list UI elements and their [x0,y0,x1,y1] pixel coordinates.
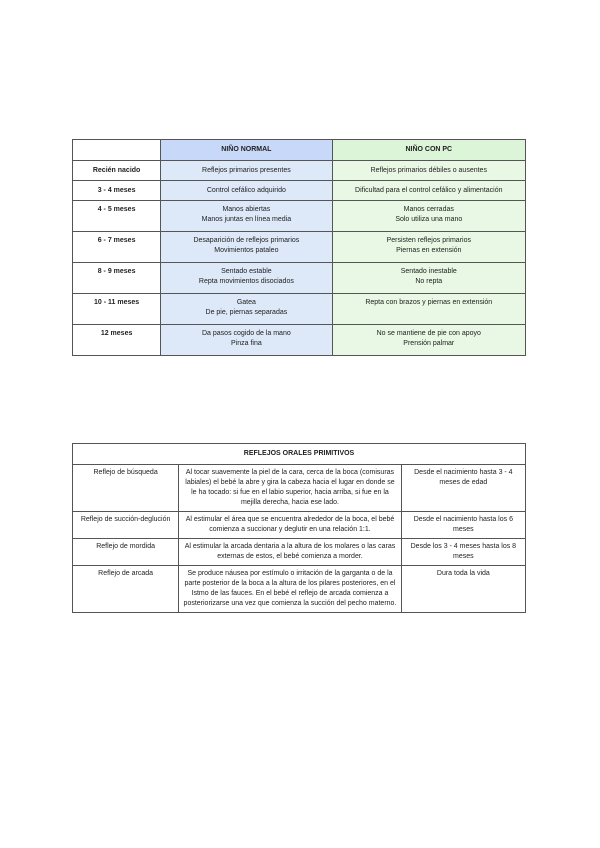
table-row [73,232,526,263]
pc-cell [332,294,525,325]
reflex-name-cell: Reflejo de mordida [73,539,179,566]
reflex-table-title: REFLEJOS ORALES PRIMITIVOS [73,444,526,465]
pc-cell-line: Prensión palmar [403,340,455,347]
table-row [73,539,526,566]
pc-cell-line: Repta con brazos y piernas en extensión [365,299,493,306]
table-row [73,566,526,613]
table-row [73,465,526,512]
normal-cell-line: De pie, piernas separadas [205,309,288,316]
reflex-name-cell: Reflejo de arcada [73,566,179,613]
pc-cell-line: Solo utiliza una mano [395,216,463,223]
age-cell: 10 - 11 meses [73,294,161,325]
normal-cell-line: Manos juntas en línea media [201,216,292,223]
normal-cell [161,263,332,294]
oral-reflexes-table [72,443,526,613]
pc-cell-line: Reflejos primarios débiles o ausentes [370,166,487,174]
pc-cell-line: Piernas en extensión [396,247,462,254]
pc-cell-line: No se mantiene de pie con apoyo [376,330,481,337]
reflex-description-cell: Al estimular el área que se encuentra alrededor de la boca, el bebé comienza a succionar y deglutir en una relación 1:1. [179,512,401,539]
normal-cell [161,201,332,232]
pc-cell [332,263,525,294]
pc-cell-line: No repta [415,278,443,285]
pc-cell-line: Dificultad para el control cefálico y alimentación [355,186,503,194]
pc-cell [332,161,525,181]
table-row [73,201,526,232]
pc-cell [332,325,525,356]
table-row [73,512,526,539]
reflex-name-cell: Reflejo de búsqueda [73,465,179,512]
table-row [73,181,526,201]
pc-cell-line: Manos cerradas [403,206,454,213]
pc-cell-line: Sentado inestable [400,268,457,275]
reflex-description-cell: Se produce náusea por estímulo o irritación de la garganta o de la parte posterior de la boca a la altura de los pilares posteriores, en el Istmo de las fauces. En el bebé el reflejo de arcada comienza a posteriorizarse una vez que comienza la succión del pecho materno. [179,566,401,613]
age-cell: 8 - 9 meses [73,263,161,294]
normal-cell-line: Manos abiertas [222,206,271,213]
table-title-row [73,444,526,465]
reflex-description-cell: Al estimular la arcada dentaria a la altura de los molares o las caras externas de estos, el bebé comienza a morder. [179,539,401,566]
normal-cell [161,161,332,181]
normal-cell [161,325,332,356]
header-normal-child: NIÑO NORMAL [161,140,332,161]
normal-cell-line: Pinza fina [231,340,262,347]
reflex-description-cell: Al tocar suavemente la piel de la cara, cerca de la boca (comisuras labiales) el bebé la abre y gira la cabeza hacia el lugar en donde se le ha tocado: si fue en el labio superior, hacia arriba, si fue en la mejilla derecha, hacia ese lado. [179,465,401,512]
normal-cell-line: Reflejos primarios presentes [202,166,291,174]
normal-cell-line: Da pasos cogido de la mano [202,330,291,337]
table-row [73,325,526,356]
table-row [73,263,526,294]
normal-cell-line: Repta movimientos disociados [198,278,294,285]
normal-cell-line: Sentado estable [221,268,272,275]
age-cell: 12 meses [73,325,161,356]
header-age [73,140,161,161]
age-cell: 3 - 4 meses [73,181,161,201]
header-pc-child: NIÑO CON PC [332,140,525,161]
table-row [73,161,526,181]
age-cell: Recién nacido [73,161,161,181]
normal-cell-line: Control cefálico adquirido [206,186,286,194]
normal-cell-line: Movimientos pataleo [214,247,279,254]
development-comparison-table [72,139,526,356]
reflex-name-cell: Reflejo de succión-deglución [73,512,179,539]
table-row [73,294,526,325]
pc-cell-line: Persisten reflejos primarios [386,237,471,244]
reflex-duration-cell: Desde el nacimiento hasta los 6 meses [401,512,525,539]
normal-cell-line: Desaparición de reflejos primarios [193,237,300,244]
normal-cell [161,181,332,201]
table-header-row [73,140,526,161]
pc-cell [332,181,525,201]
pc-cell [332,201,525,232]
reflex-duration-cell: Dura toda la vida [401,566,525,613]
reflex-duration-cell: Desde los 3 - 4 meses hasta los 8 meses [401,539,525,566]
pc-cell [332,232,525,263]
normal-cell [161,294,332,325]
normal-cell [161,232,332,263]
age-cell: 6 - 7 meses [73,232,161,263]
age-cell: 4 - 5 meses [73,201,161,232]
reflex-duration-cell: Desde el nacimiento hasta 3 - 4 meses de edad [401,465,525,512]
normal-cell-line: Gatea [236,299,256,306]
